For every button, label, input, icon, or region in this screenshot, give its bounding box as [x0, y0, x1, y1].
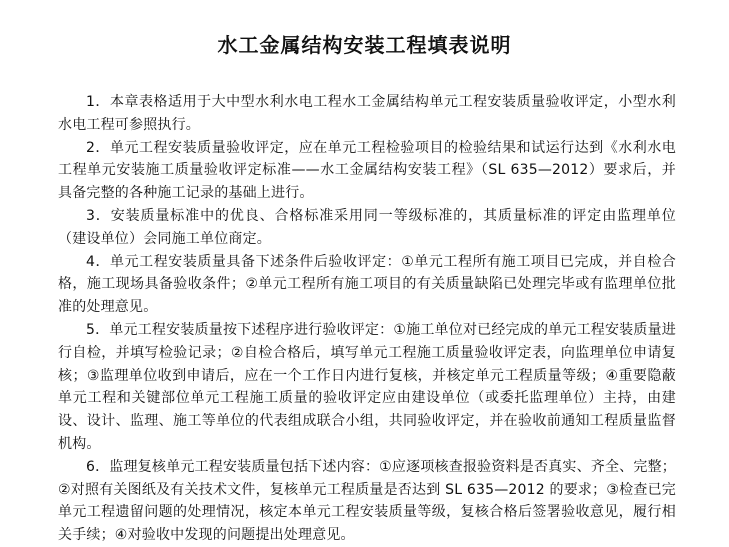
- paragraph-5: 5．单元工程安装质量按下述程序进行验收评定：①施工单位对已经完成的单元工程安装质量进行自检，并填写检验记录；②自检合格后，填写单元工程施工质量验收评定表，向监理单位申请复核；③监理单位收到申请后，应在一个工作日内进行复核，并核定单元工程质量等级；④重要隐蔽单元工程和关键部位单元工程施工质量的验收评定应由建设单位（或委托监理单位）主持，由建设、设计、监理、施工等单位的代表组成联合小组，共同验收评定，并在验收前通知工程质量监督机构。: [58, 321, 676, 452]
- paragraph-1: 1．本章表格适用于大中型水利水电工程水工金属结构单元工程安装质量验收评定，小型水利水电工程可参照执行。: [58, 94, 676, 133]
- paragraph-6: 6．监理复核单元工程安装质量包括下述内容：①应逐项核查报验资料是否真实、齐全、完整；②对照有关图纸及有关技术文件，复核单元工程质量是否达到 SL 635—2012 的要求；③检查已完单元工程遗留问题的处理情况，核定本单元工程安装质量等级，复核合格后签署验收意见，履行相关手续；④对验收中发现的问题提出处理意见。: [58, 458, 676, 544]
- paragraph-3: 3．安装质量标准中的优良、合格标准采用同一等级标准的，其质量标准的评定由监理单位（建设单位）会同施工单位商定。: [58, 207, 676, 247]
- document-title: 水工金属结构安装工程填表说明: [217, 33, 512, 57]
- paragraph-2: 2．单元工程安装质量验收评定，应在单元工程检验项目的检验结果和试运行达到《水利水电工程单元安装施工质量验收评定标准——水工金属结构安装工程》（SL 635—2012）要求后，并具备完整的各种施工记录的基础上进行。: [58, 139, 676, 202]
- paragraph-4: 4．单元工程安装质量具备下述条件后验收评定：①单元工程所有施工项目已完成，并自检合格，施工现场具备验收条件；②单元工程所有施工项目的有关质量缺陷已处理完毕或有监理单位批准的处理意见。: [58, 253, 676, 316]
- document-body: [58, 91, 676, 547]
